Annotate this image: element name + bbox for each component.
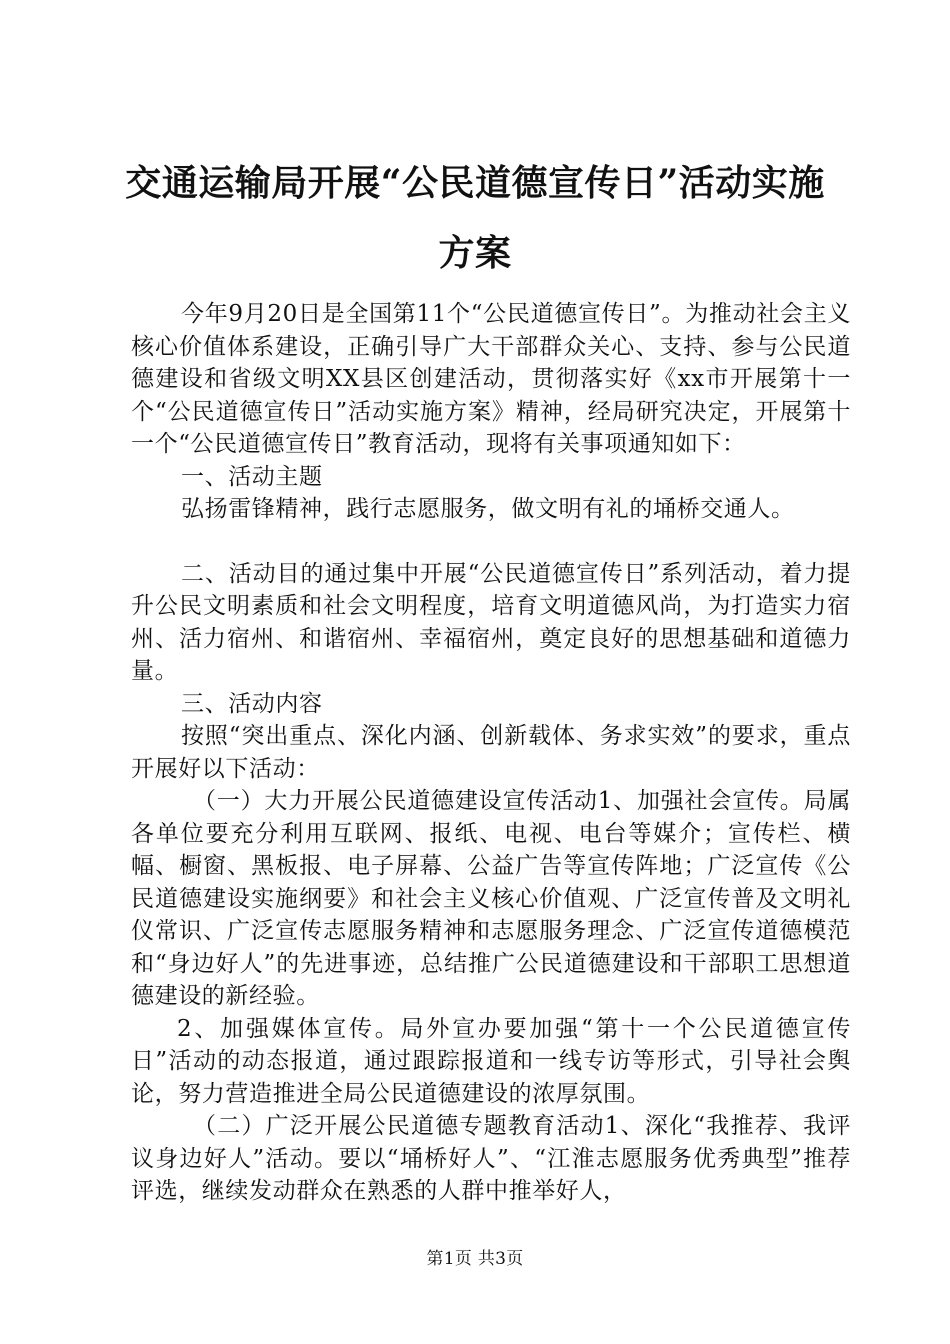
intro-paragraph: 今年9月20日是全国第11个“公民道德宣传日”。为推动社会主义核心价值体系建设，正确引导广大干部群众关心、支持、参与公民道德建设和省级文明XX县区创建活动，贯彻落实好《xx市开展第十一个“公民道德宣传日”活动实施方案》精神，经局研究决定，开展第十一个“公民道德宣传日”教育活动，现将有关事项通知如下： [131, 301, 851, 457]
content-item-1-paragraph: （一）大力开展公民道德建设宣传活动1、加强社会宣传。局属各单位要充分利用互联网、报纸、电视、电台等媒介；宣传栏、横幅、橱窗、黑板报、电子屏幕、公益广告等宣传阵地；广泛宣传《公民道德建设实施纲要》和社会主义核心价值观、广泛宣传普及文明礼仪常识、广泛宣传志愿服务精神和志愿服务理念、广泛宣传道德模范和“身边好人”的先进事迹，总结推广公民道德建设和干部职工思想道德建设的新经验。 [131, 788, 851, 1009]
purpose-paragraph: 二、活动目的通过集中开展“公民道德宣传日”系列活动，着力提升公民文明素质和社会文明程度，培育文明道德风尚，为打造实力宿州、活力宿州、和谐宿州、幸福宿州，奠定良好的思想基础和道德力量。 [131, 560, 851, 684]
paragraph-gap [131, 526, 851, 558]
section-heading-content: 三、活动内容 [181, 690, 323, 717]
page-footer: 第1页 共3页 [426, 1249, 524, 1269]
document-body [131, 298, 851, 1208]
document-title [100, 148, 850, 288]
content-item-2-paragraph: （二）广泛开展公民道德专题教育活动1、深化“我推荐、我评议身边好人”活动。要以“埇桥好人”、“江淮志愿服务优秀典型”推荐评选，继续发动群众在熟悉的人群中推举好人， [131, 1113, 851, 1204]
content-intro-paragraph: 按照“突出重点、深化内涵、创新载体、务求实效”的要求，重点开展好以下活动： [131, 723, 851, 782]
section-heading-theme: 一、活动主题 [181, 463, 323, 490]
title-line-2: 方案 [438, 232, 512, 274]
title-line-1: 交通运输局开展“公民道德宣传日”活动实施 [125, 162, 825, 204]
theme-paragraph: 弘扬雷锋精神，践行志愿服务，做文明有礼的埇桥交通人。 [181, 496, 795, 522]
media-promotion-paragraph: 2、加强媒体宣传。局外宣办要加强“第十一个公民道德宣传日”活动的动态报道，通过跟踪报道和一线专访等形式，引导社会舆论，努力营造推进全局公民道德建设的浓厚氛围。 [131, 1015, 851, 1107]
